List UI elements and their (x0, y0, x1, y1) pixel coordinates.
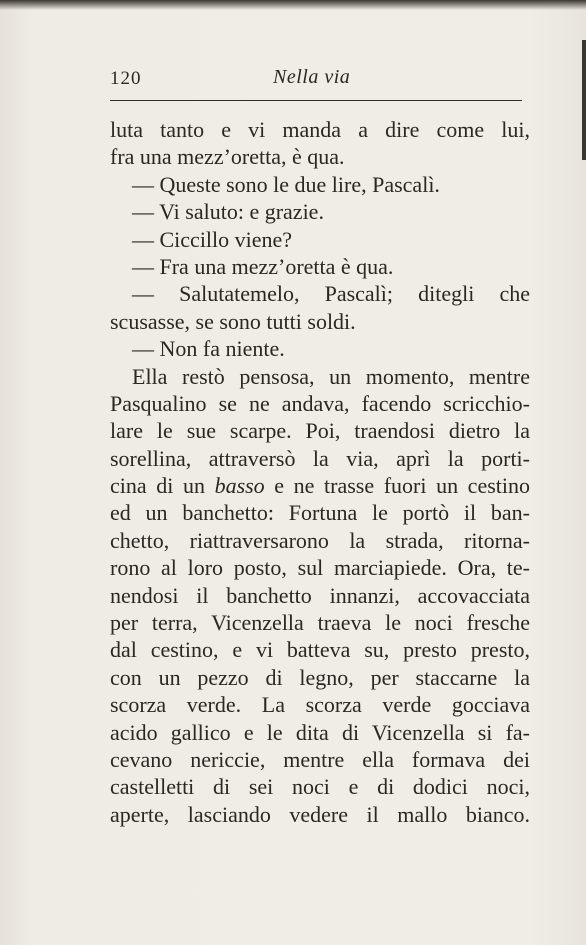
text-line: scusasse, se sono tutti soldi. (110, 308, 356, 334)
running-title: Nella via (273, 66, 351, 88)
text-line: ed un banchetto: Fortuna le portò il ban- (110, 500, 530, 526)
text-line: aperte, lasciando vedere il mallo bianco. (110, 801, 530, 827)
text-line: scorza verde. La scorza verde gocciava (110, 692, 530, 718)
dialogue-line: — Ciccillo viene? (132, 226, 293, 252)
text-line: sorellina, attraversò la via, aprì la porti- (110, 445, 530, 471)
text-line: rono al loro posto, sul marciapiede. Ora, te- (110, 555, 530, 581)
italic-word: basso (214, 473, 265, 499)
text-line: acido gallico e le dita di Vicenzella si fa- (110, 719, 530, 745)
text-line: Pasqualino se ne andava, facendo scricchio- (110, 390, 530, 416)
page-top-shadow (0, 0, 586, 10)
dialogue-line: — Salutatemelo, Pascalì; ditegli che (132, 281, 530, 307)
dialogue-line: — Vi saluto: e grazie. (132, 199, 324, 225)
text-line: dal cestino, e vi batteva su, presto presto, (110, 637, 530, 663)
text-line-with-italic (110, 472, 530, 499)
text-line: nendosi il banchetto innanzi, accovacciata (110, 582, 530, 608)
paragraph-start-line: Ella restò pensosa, un momento, mentre (132, 363, 530, 389)
dialogue-line: — Queste sono le due lire, Pascalì. (132, 171, 440, 197)
dialogue-line: — Non fa niente. (132, 336, 285, 362)
page-right-edge (582, 40, 586, 160)
text-fragment: e ne trasse fuori un cestino (264, 473, 530, 499)
text-line: per terra, Vicenzella traeva le noci fresche (110, 610, 530, 636)
header-rule (110, 100, 522, 101)
text-line: chetto, riattraversarono la strada, ritorna- (110, 527, 530, 553)
text-line: fra una mezz’oretta, è qua. (110, 144, 345, 170)
page-number: 120 (110, 68, 142, 89)
text-line: luta tanto e vi manda a dire come lui, (110, 117, 530, 142)
text-fragment: cina di un (110, 473, 215, 499)
page-header (110, 62, 520, 92)
text-line: castelletti di sei noci e di dodici noci, (110, 774, 530, 800)
text-line: cevano nericcie, mentre ella formava dei (110, 746, 530, 772)
dialogue-line: — Fra una mezz’oretta è qua. (132, 253, 394, 279)
text-line: con un pezzo di legno, per staccarne la (110, 664, 530, 690)
body-text (110, 116, 530, 828)
text-line: lare le sue scarpe. Poi, traendosi dietro la (110, 418, 530, 444)
